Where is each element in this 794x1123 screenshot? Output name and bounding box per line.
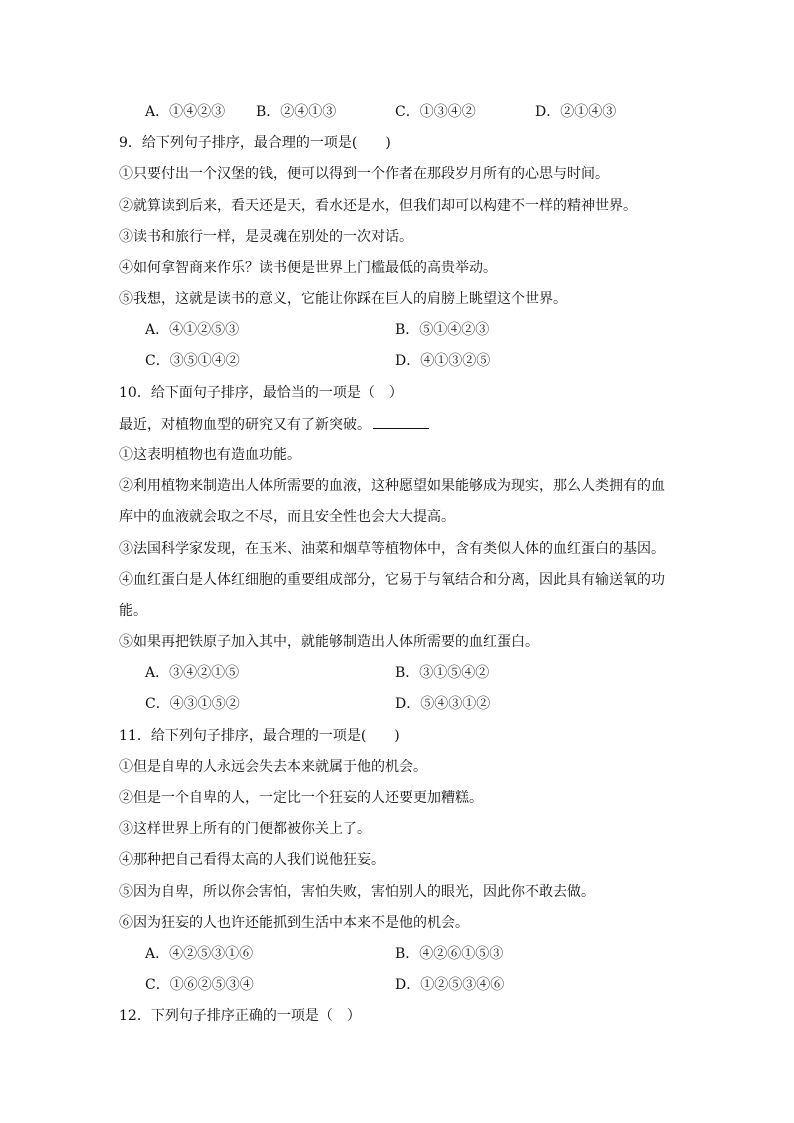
- q9-sentence-1: ①只要付出一个汉堡的钱，便可以得到一个作者在那段岁月所有的心思与时间。: [119, 166, 609, 182]
- q11-sentence-2: ②但是一个自卑的人，一定比一个狂妄的人还要更加糟糕。: [119, 790, 483, 806]
- q9-stem: 9．给下列句子排序，最合理的一项是( ): [119, 135, 391, 151]
- q9-option-a[interactable]: A．④①②⑤③: [145, 322, 240, 338]
- q10-option-b[interactable]: B．③①⑤④②: [395, 665, 490, 681]
- q8-option-d[interactable]: D．②①④③: [535, 104, 617, 120]
- q8-option-a[interactable]: A．①④②③: [145, 104, 226, 120]
- q12-stem: 12．下列句子排序正确的一项是（ ）: [119, 1008, 361, 1024]
- answer-blank[interactable]: [373, 414, 429, 429]
- q8-option-c[interactable]: C．①③④②: [395, 104, 476, 120]
- q11-sentence-4: ④那种把自己看得太高的人我们说他狂妄。: [119, 852, 385, 868]
- q11-sentence-1: ①但是自卑的人永远会失去本来就属于他的机会。: [119, 759, 427, 775]
- q10-sentence-5: ⑤如果再把铁原子加入其中，就能够制造出人体所需要的血红蛋白。: [119, 634, 539, 650]
- q10-sentence-2-cont: 库中的血液就会取之不尽，而且安全性也会大大提高。: [119, 509, 455, 525]
- q10-sentence-2: ②利用植物来制造出人体所需要的血液，这种愿望如果能够成为现实，那么人类拥有的血: [119, 478, 665, 494]
- q11-stem: 11．给下列句子排序，最合理的一项是( ): [119, 728, 400, 744]
- q8-option-b[interactable]: B．②④①③: [256, 104, 337, 120]
- q10-option-c[interactable]: C．④③①⑤②: [145, 696, 240, 712]
- q11-option-c[interactable]: C．①⑥②⑤③④: [145, 977, 254, 993]
- q9-option-c[interactable]: C．③⑤①④②: [145, 353, 240, 369]
- q10-sentence-1: ①这表明植物也有造血功能。: [119, 447, 301, 463]
- q11-sentence-5: ⑤因为自卑，所以你会害怕，害怕失败，害怕别人的眼光，因此你不敢去做。: [119, 884, 595, 900]
- q11-option-a[interactable]: A．④②⑤③①⑥: [145, 946, 254, 962]
- q11-sentence-6: ⑥因为狂妄的人也许还能抓到生活中本来不是他的机会。: [119, 915, 469, 931]
- q11-option-b[interactable]: B．④②⑥①⑤③: [395, 946, 504, 962]
- q9-sentence-2: ②就算读到后来，看天还是天，看水还是水，但我们却可以构建不一样的精神世界。: [119, 198, 637, 214]
- q10-sentence-4-cont: 能。: [119, 603, 147, 619]
- q9-option-b[interactable]: B．⑤①④②③: [395, 322, 490, 338]
- q10-option-d[interactable]: D．⑤④③①②: [395, 696, 491, 712]
- q10-lead-text: 最近，对植物血型的研究又有了新突破。: [119, 417, 371, 433]
- q11-sentence-3: ③这样世界上所有的门便都被你关上了。: [119, 821, 371, 837]
- q9-sentence-3: ③读书和旅行一样，是灵魂在别处的一次对话。: [119, 229, 413, 245]
- q9-sentence-4: ④如何拿智商来作乐？读书便是世界上门槛最低的高贵举动。: [119, 260, 497, 276]
- q10-sentence-4: ④血红蛋白是人体红细胞的重要组成部分，它易于与氧结合和分离，因此具有输送氧的功: [119, 572, 665, 588]
- q9-option-d[interactable]: D．④①③②⑤: [395, 353, 491, 369]
- q10-option-a[interactable]: A．③④②①⑤: [145, 665, 240, 681]
- q10-stem: 10．给下面句子排序，最恰当的一项是（ ）: [119, 385, 403, 401]
- q11-option-d[interactable]: D．①②⑤③④⑥: [395, 977, 505, 993]
- q9-sentence-5: ⑤我想，这就是读书的意义，它能让你踩在巨人的肩膀上眺望这个世界。: [119, 291, 567, 307]
- q10-lead: [119, 414, 429, 435]
- q10-sentence-3: ③法国科学家发现，在玉米、油菜和烟草等植物体中，含有类似人体的血红蛋白的基因。: [119, 541, 665, 557]
